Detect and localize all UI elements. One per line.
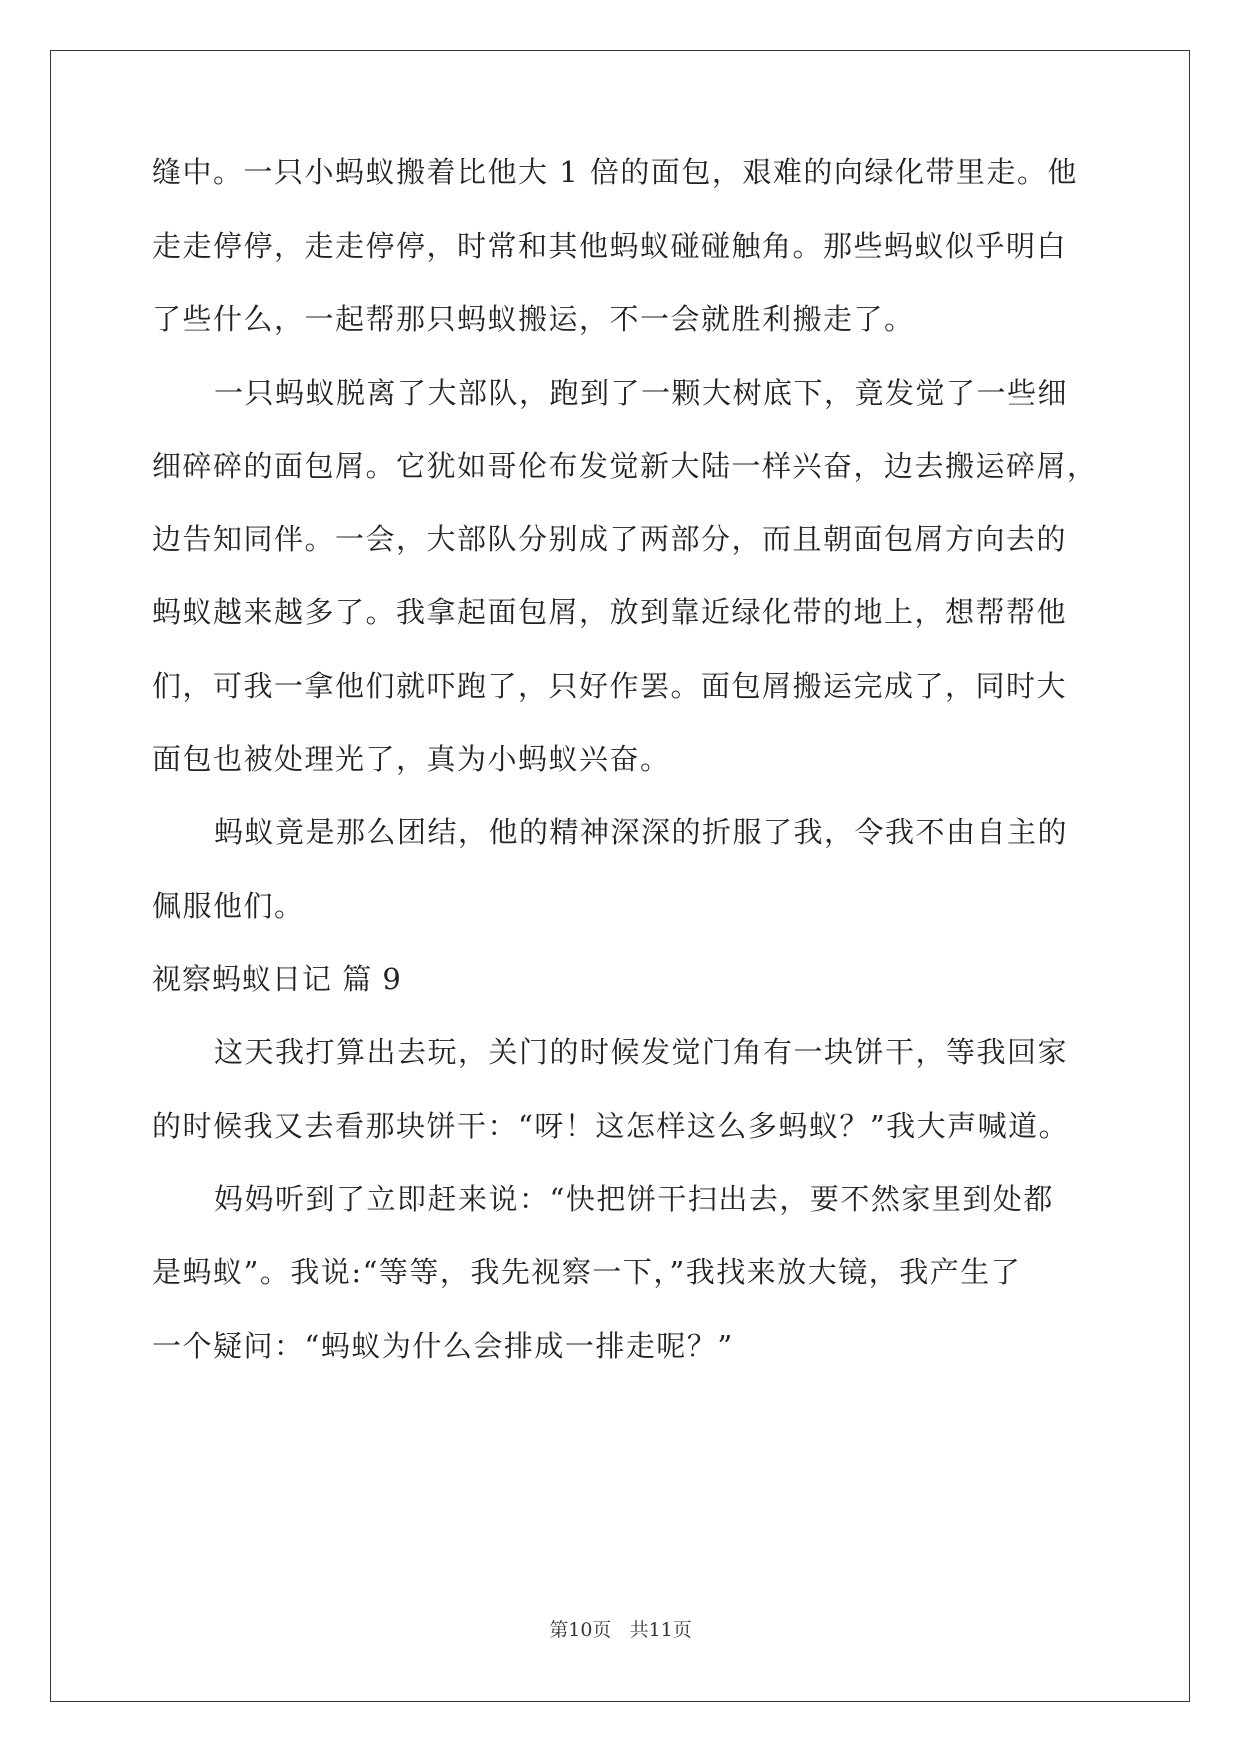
paragraph-line: 们，可我一拿他们就吓跑了，只好作罢。面包屑搬运完成了，同时大 <box>152 669 1068 703</box>
paragraph-line: 佩服他们。 <box>152 889 305 923</box>
paragraph-line: 蚂蚁竟是那么团结，他的精神深深的折服了我，令我不由自主的 <box>214 815 1069 849</box>
page-footer <box>0 1618 1241 1642</box>
page-number: 第10页 <box>549 1619 612 1641</box>
paragraph-line: 是蚂蚁”。我说:“等等，我先视察一下，”我找来放大镜，我产生了 <box>152 1255 1022 1289</box>
paragraph-line: 细碎碎的面包屑。它犹如哥伦布发觉新大陆一样兴奋，边去搬运碎屑， <box>152 449 1098 483</box>
paragraph-line: 走走停停，走走停停，时常和其他蚂蚁碰碰触角。那些蚂蚁似乎明白 <box>152 229 1068 263</box>
paragraph-line: 一个疑问：“蚂蚁为什么会排成一排走呢？” <box>152 1329 734 1363</box>
paragraph-line: 蚂蚁越来越多了。我拿起面包屑，放到靠近绿化带的地上，想帮帮他 <box>152 595 1068 629</box>
page-total: 共11页 <box>629 1619 692 1641</box>
paragraph-line: 缝中。一只小蚂蚁搬着比他大 1 倍的面包，艰难的向绿化带里走。他 <box>152 155 1078 189</box>
paragraph-line: 一只蚂蚁脱离了大部队，跑到了一颗大树底下，竟发觉了一些细 <box>214 376 1069 410</box>
paragraph-line: 边告知同伴。一会，大部队分别成了两部分，而且朝面包屑方向去的 <box>152 522 1068 556</box>
paragraph-line: 妈妈听到了立即赶来说：“快把饼干扫出去，要不然家里到处都 <box>214 1182 1054 1216</box>
paragraph-line: 的时候我又去看那块饼干：“呀！这怎样这么多蚂蚁？”我大声喊道。 <box>152 1109 1070 1143</box>
paragraph-line: 面包也被处理光了，真为小蚂蚁兴奋。 <box>152 742 671 776</box>
section-heading: 视察蚂蚁日记 篇 9 <box>152 962 402 996</box>
paragraph-line: 这天我打算出去玩，关门的时候发觉门角有一块饼干，等我回家 <box>214 1035 1069 1069</box>
page-border <box>50 50 1190 1702</box>
paragraph-line: 了些什么，一起帮那只蚂蚁搬运，不一会就胜利搬走了。 <box>152 302 915 336</box>
